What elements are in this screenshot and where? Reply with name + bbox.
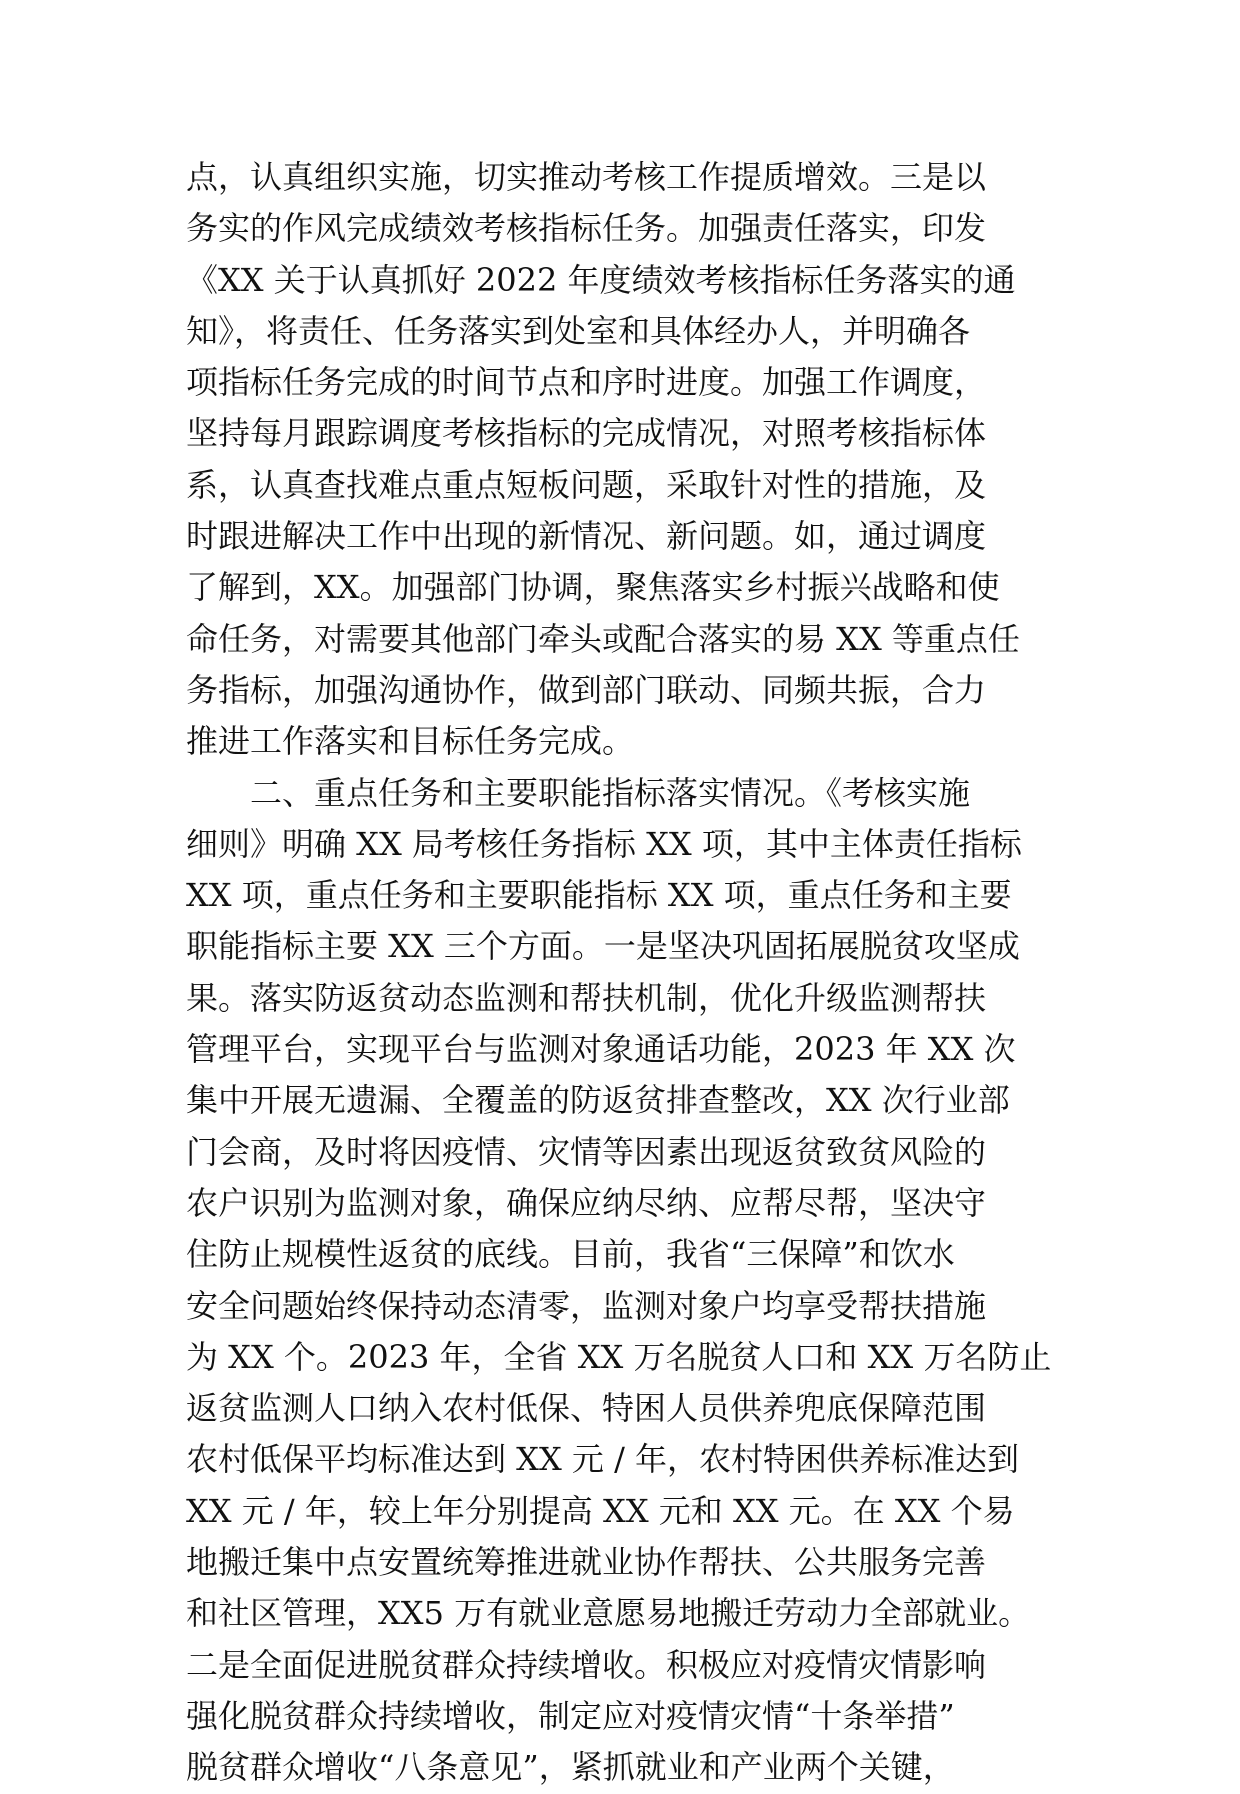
text-line: 了解到，XX。加强部门协调，聚焦落实乡村振兴战略和使 bbox=[186, 568, 1000, 607]
text-line: 知》，将责任、任务落实到处室和具体经办人，并明确各 bbox=[186, 311, 971, 350]
text-line: 强化脱贫群众持续增收，制定应对疫情灾情“十条举措” bbox=[186, 1696, 955, 1735]
section-heading-line: 二、重点任务和主要职能指标落实情况。《考核实施 bbox=[250, 773, 971, 812]
text-line: XX 项，重点任务和主要职能指标 XX 项，重点任务和主要 bbox=[186, 876, 1012, 915]
text-line: 农户识别为监测对象，确保应纳尽纳、应帮尽帮，坚决守 bbox=[186, 1183, 987, 1222]
text-line: 务实的作风完成绩效考核指标任务。加强责任落实，印发 bbox=[186, 209, 987, 248]
text-line: 项指标任务完成的时间节点和序时进度。加强工作调度， bbox=[186, 363, 987, 402]
body-text bbox=[186, 152, 1066, 1794]
text-line: 脱贫群众增收“八条意见”，紧抓就业和产业两个关键， bbox=[186, 1748, 955, 1787]
text-line: 集中开展无遗漏、全覆盖的防返贫排查整改，XX 次行业部 bbox=[186, 1081, 1010, 1120]
text-line: 细则》明确 XX 局考核任务指标 XX 项，其中主体责任指标 bbox=[186, 824, 1022, 863]
text-line: 返贫监测人口纳入农村低保、特困人员供养兜底保障范围 bbox=[186, 1389, 987, 1428]
text-line: 点，认真组织实施，切实推动考核工作提质增效。三是以 bbox=[186, 158, 987, 196]
text-line: 职能指标主要 XX 三个方面。一是坚决巩固拓展脱贫攻坚成 bbox=[186, 927, 1020, 966]
text-line: 《XX 关于认真抓好 2022 年度绩效考核指标任务落实的通 bbox=[186, 260, 1016, 299]
text-line: 坚持每月跟踪调度考核指标的完成情况，对照考核指标体 bbox=[186, 414, 987, 453]
text-line: 农村低保平均标准达到 XX 元 / 年，农村特困供养标准达到 bbox=[186, 1440, 1020, 1479]
text-line: 门会商，及时将因疫情、灾情等因素出现返贫致贫风险的 bbox=[186, 1132, 987, 1171]
text-line: 系，认真查找难点重点短板问题，采取针对性的措施，及 bbox=[186, 465, 987, 504]
text-line: 地搬迁集中点安置统筹推进就业协作帮扶、公共服务完善 bbox=[186, 1543, 987, 1582]
text-line: 二是全面促进脱贫群众持续增收。积极应对疫情灾情影响 bbox=[186, 1645, 987, 1684]
text-line: 命任务，对需要其他部门牵头或配合落实的易 XX 等重点任 bbox=[186, 619, 1020, 658]
text-line: 住防止规模性返贫的底线。目前，我省“三保障”和饮水 bbox=[186, 1235, 955, 1274]
text-line: 时跟进解决工作中出现的新情况、新问题。如，通过调度 bbox=[186, 517, 987, 556]
text-line: 务指标，加强沟通协作，做到部门联动、同频共振，合力 bbox=[186, 670, 987, 709]
text-line: 果。落实防返贫动态监测和帮扶机制，优化升级监测帮扶 bbox=[186, 978, 987, 1017]
text-line: 推进工作落实和目标任务完成。 bbox=[186, 722, 635, 761]
text-line: 管理平台，实现平台与监测对象通话功能，2023 年 XX 次 bbox=[186, 1030, 1016, 1069]
text-line: 和社区管理，XX5 万有就业意愿易地搬迁劳动力全部就业。 bbox=[186, 1594, 1031, 1633]
text-line: 为 XX 个。2023 年，全省 XX 万名脱贫人口和 XX 万名防止 bbox=[186, 1337, 1052, 1376]
text-line: 安全问题始终保持动态清零，监测对象户均享受帮扶措施 bbox=[186, 1286, 987, 1325]
text-line: XX 元 / 年，较上年分别提高 XX 元和 XX 元。在 XX 个易 bbox=[186, 1491, 1015, 1530]
